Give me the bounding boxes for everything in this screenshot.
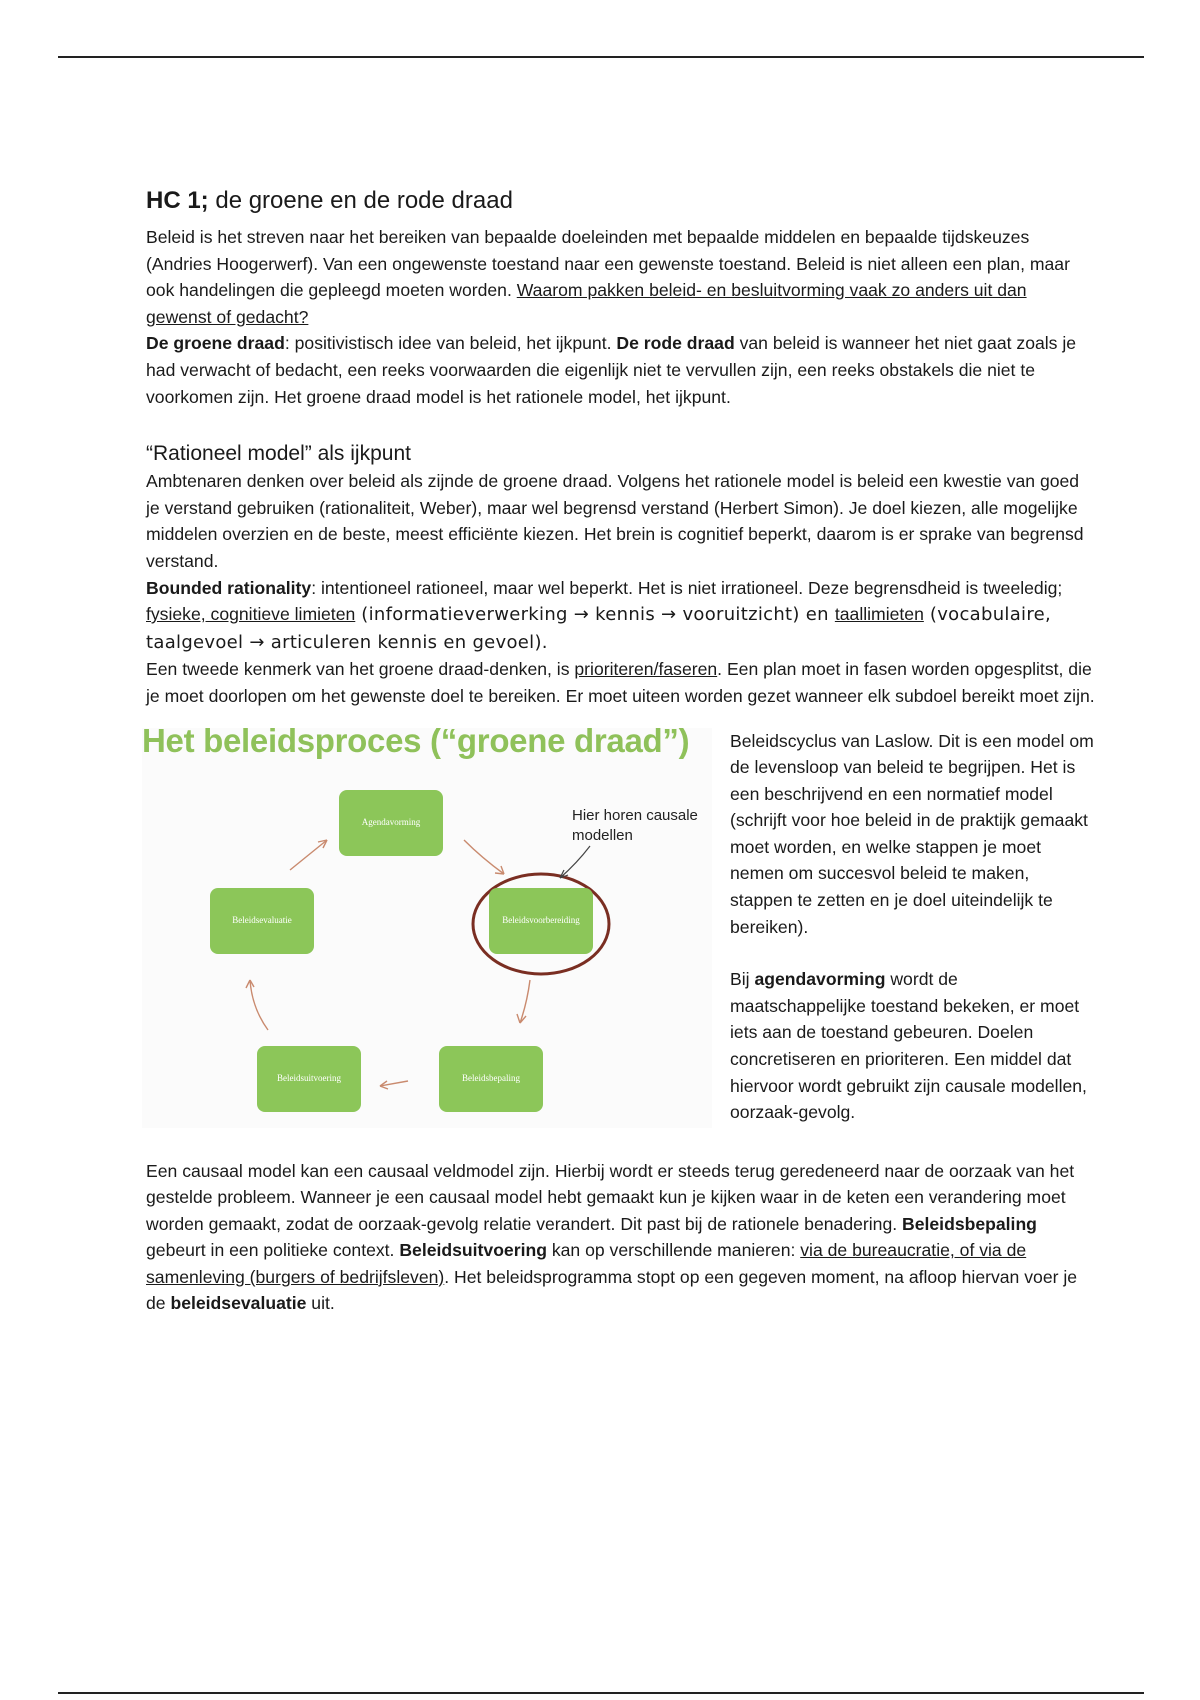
figure-note: Hier horen causale modellen <box>572 806 698 844</box>
document-body <box>142 184 1096 1317</box>
arrow-evaluatie-agenda <box>290 840 327 870</box>
top-rule <box>58 56 1144 58</box>
arrow-agenda-voorbereiding <box>464 840 504 874</box>
box-agendavorming: Agendavorming <box>339 790 443 856</box>
figure-title: Het beleidsproces (“groene draad”) <box>142 721 690 759</box>
paragraph-bounded: Bounded rationality: intentioneel rationeel, maar wel beperkt. Het is niet irrationeel. Deze begrensdheid is tweeledig; fysieke, cognitieve limieten (informatieverwerking → kennis → vooruitzicht) en taallimieten (vocabulaire, taalgevoel → articuleren kennis en gevoel). <box>146 577 1063 653</box>
subheading-rationeel-model: “Rationeel model” als ijkpunt <box>146 442 411 466</box>
paragraph-rationeel: Ambtenaren denken over beleid als zijnde de groene draad. Volgens het rationele model is beleid een kwestie van goed je verstand gebruiken (rationaliteit, Weber), maar wel begrensd verstand (Herbert Simon). Je doel kiezen, alle mogelijke middelen overzien en de beste, meest efficiënte kiezen. Het brein is cognitief beperkt, daarom is er sprake van begrensd verstand. <box>146 471 1084 571</box>
paragraph-agendavorming: Bij agendavorming wordt de maatschappelijke toestand bekeken, er moet iets aan de toestand gebeuren. Doelen concretiseren en prioriteren. Een middel dat hiervoor wordt gebruikt zijn causale modellen, oorzaak-gevolg. <box>730 969 1087 1123</box>
note-pointer <box>560 846 590 878</box>
box-beleidsbepaling: Beleidsbepaling <box>439 1046 543 1112</box>
figure-section <box>142 721 1096 1158</box>
policy-cycle-figure <box>142 721 712 1128</box>
paragraph-causaal-model: Een causaal model kan een causaal veldmodel zijn. Hierbij wordt er steeds terug geredeneerd naar de oorzaak van het gestelde probleem. Wanneer je een causaal model hebt gemaakt kun je kijken waar in de keten een verandering moet worden gemaakt, zodat de oorzaak-gevolg relatie verandert. Dit past bij de rationele benadering. Beleidsbepaling gebeurt in een politieke context. Beleidsuitvoering kan op verschillende manieren: via de bureaucratie, of via de samenleving (burgers of bedrijfsleven). Het beleidsprogramma stopt op een gegeven moment, na afloop hiervan voer je de beleidsevaluatie uit. <box>146 1160 1078 1314</box>
page-heading: HC 1; de groene en de rode draad <box>146 187 513 214</box>
paragraph-draden: De groene draad: positivistisch idee van beleid, het ijkpunt. De rode draad van beleid is wanneer het niet gaat zoals je had verwacht of bedacht, een reeks voorwaarden die eigenlijk niet te vervullen zijn, een reeks obstakels die niet te voorkomen zijn. Het groene draad model is het rationele model, het ijkpunt. <box>146 333 1077 407</box>
bottom-rule <box>58 1692 1144 1694</box>
box-beleidsvoorbereiding: Beleidsvoorbereiding <box>489 888 593 954</box>
figure-side-text <box>730 728 1096 1126</box>
box-beleidsuitvoering: Beleidsuitvoering <box>257 1046 361 1112</box>
box-beleidsevaluatie: Beleidsevaluatie <box>210 888 314 954</box>
paragraph-definition: Beleid is het streven naar het bereiken van bepaalde doeleinden met bepaalde middelen en bepaalde tijdskeuzes (Andries Hoogerwerf). Van een ongewenste toestand naar een gewenste toestand. Beleid is niet alleen een plan, maar ook handelingen die gepleegd moeten worden. Waarom pakken beleid- en besluitvorming vaak zo anders uit dan gewenst of gedacht? <box>146 227 1070 327</box>
paragraph-prioriteren: Een tweede kenmerk van het groene draad-denken, is prioriteren/faseren. Een plan moet in fasen worden opgesplitst, die je moet doorlopen om het gewenste doel te bereiken. Er moet uiteen worden gezet wanneer elk subdoel bereikt moet zijn. <box>146 659 1095 706</box>
paragraph-laslow: Beleidscyclus van Laslow. Dit is een model om de levensloop van beleid te begrijpen. Het is een beschrijvend en een normatief model (schrijft voor hoe beleid in de praktijk gemaakt moet worden, en welke stappen je moet nemen om succesvol beleid te maken, stappen te zetten en je doel uiteindelijk te bereiken). <box>730 730 1094 937</box>
arrow-uitvoering-evaluatie <box>250 980 268 1030</box>
